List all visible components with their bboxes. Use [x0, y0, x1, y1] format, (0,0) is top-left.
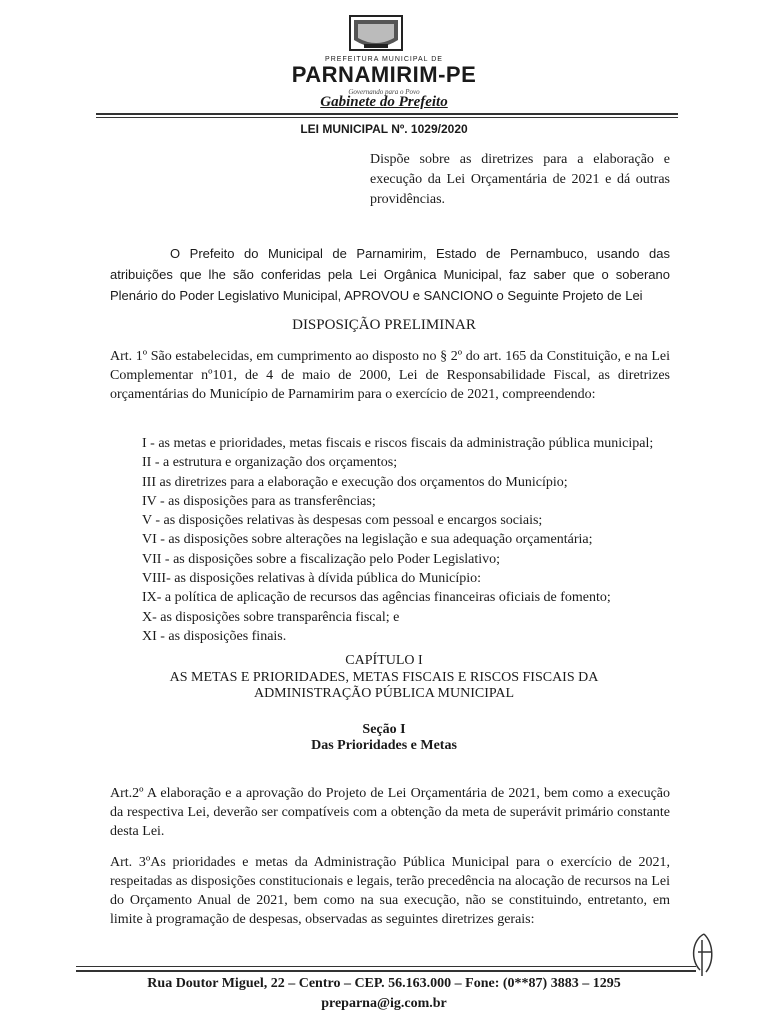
list-item: X- as disposições sobre transparência fiscal; e [142, 609, 400, 625]
law-title: LEI MUNICIPAL Nº. 1029/2020 [300, 122, 468, 136]
chapter-title-line2: ADMINISTRAÇÃO PÚBLICA MUNICIPAL [253, 686, 515, 701]
list-item: VII - as disposições sobre a fiscalização pelo Poder Legislativo; [142, 551, 501, 567]
footer-divider-thin [76, 966, 696, 967]
section-title: Das Prioridades e Metas [311, 738, 457, 753]
list-item: III as diretrizes para a elaboração e execução dos orçamentos do Município; [142, 474, 568, 490]
org-line: PREFEITURA MUNICIPAL DE [325, 56, 443, 63]
header-divider [96, 113, 678, 115]
footer-address: Rua Doutor Miguel, 22 – Centro – CEP. 56.163.000 – Fone: (0**87) 3883 – 1295 [147, 976, 621, 991]
footer-divider [76, 970, 696, 972]
header-divider-thin [96, 117, 678, 118]
list-item: XI - as disposições finais. [142, 628, 287, 644]
list-item: VIII- as disposições relativas à dívida pública do Município: [142, 571, 482, 587]
enactment-paragraph [110, 243, 670, 306]
section-number: Seção I [362, 722, 406, 737]
municipal-crest-icon [344, 14, 408, 54]
org-name: PARNAMIRIM-PE [291, 62, 477, 87]
list-item: IV - as disposições para as transferências; [142, 493, 376, 509]
list-item: I - as metas e prioridades, metas fiscais e riscos fiscais da administração pública municipal; [142, 436, 654, 451]
office-title: Gabinete do Prefeito [320, 94, 448, 110]
article-3: Art. 3ºAs prioridades e metas da Administração Pública Municipal para o exercício de 2021, respeitadas as disposições constitucionais e legais, terão precedência na alocação de recursos na Lei do Orçamento Anual de 2021, bem como na sua execução, não se constituindo, entretanto, em limite à programação de despesas, observadas as seguintes diretrizes gerais: [110, 855, 670, 927]
law-summary: Dispõe sobre as diretrizes para a elaboração e execução da Lei Orçamentária de 2021 e dá outras providências. [370, 152, 670, 207]
list-item: IX- a política de aplicação de recursos das agências financeiras oficiais de fomento; [142, 590, 611, 606]
enactment-text: O Prefeito do Municipal de Parnamirim, Estado de Pernambuco, usando das atribuições que lhe são conferidas pela Lei Orgânica Municipal, faz saber que o soberano Plenário do Poder Legislativo Municipal, APROVOU e SANCIONO o Seguinte Projeto de Lei [110, 246, 670, 303]
preliminary-heading: DISPOSIÇÃO PRELIMINAR [292, 317, 476, 333]
list-item: V - as disposições relativas às despesas com pessoal e encargos sociais; [142, 513, 543, 529]
org-slogan: Governando para o Povo [348, 88, 420, 96]
signature-initials-icon [684, 930, 724, 980]
chapter-number: CAPÍTULO I [345, 653, 423, 668]
article-1-items [142, 434, 672, 646]
article-1: Art. 1º São estabelecidas, em cumprimento ao disposto no § 2º do art. 165 da Constituição, e na Lei Complementar nº101, de 4 de maio de 2000, Lei de Responsabilidade Fiscal, as diretrizes orçamentárias do Município de Parnamirim para o exercício de 2021, compreendendo: [110, 349, 670, 402]
article-2: Art.2º A elaboração e a aprovação do Projeto de Lei Orçamentária de 2021, bem como a execução da respectiva Lei, deverão ser compatíveis com a obtenção da meta de superávit primário constante desta Lei. [110, 786, 670, 839]
list-item: VI - as disposições sobre alterações na legislação e sua adequação orçamentária; [142, 532, 593, 548]
list-item: II - a estrutura e organização dos orçamentos; [142, 455, 398, 471]
chapter-title-line1: AS METAS E PRIORIDADES, METAS FISCAIS E RISCOS FISCAIS DA [169, 670, 599, 685]
footer-email: preparna@ig.com.br [321, 996, 447, 1011]
